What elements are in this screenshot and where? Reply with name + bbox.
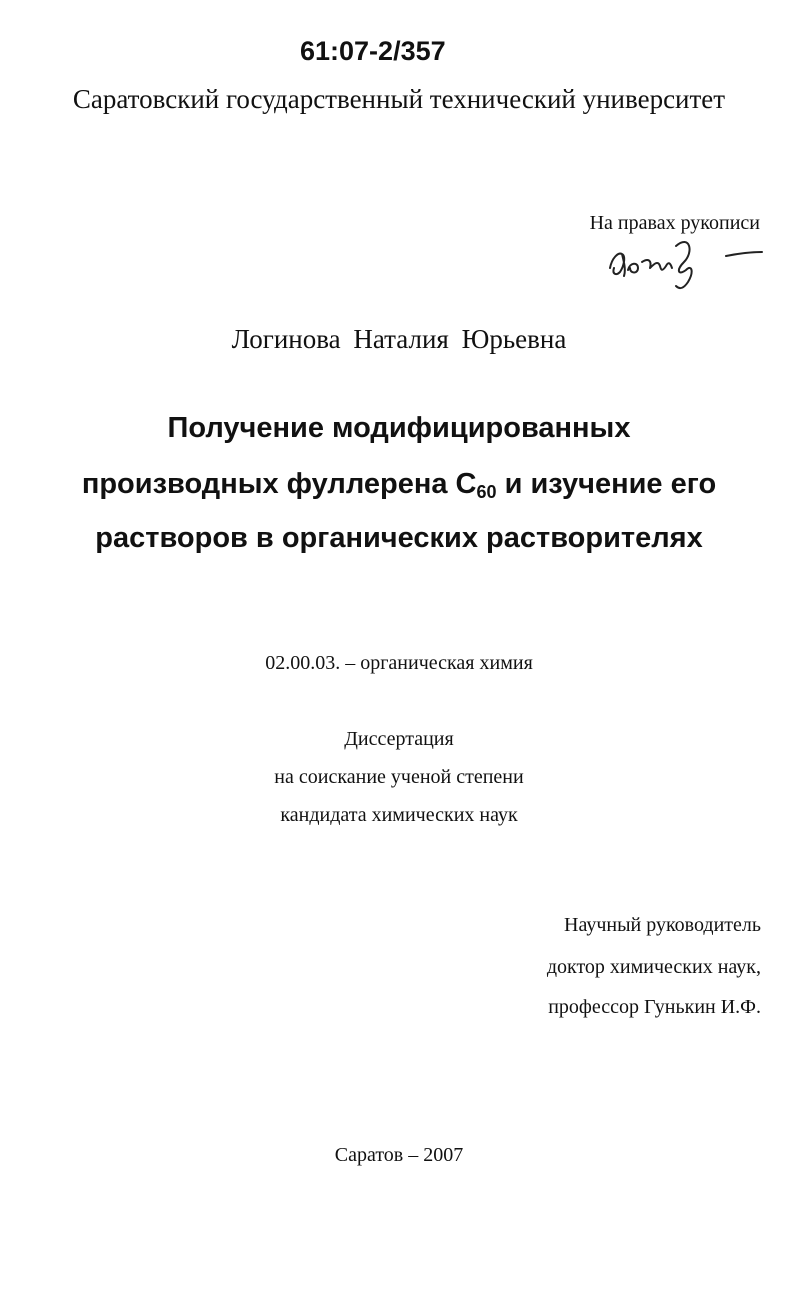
- supervisor-label: Научный руководитель: [564, 914, 761, 936]
- supervisor-name: профессор Гунькин И.Ф.: [548, 996, 761, 1018]
- title-line-2-start: производных фуллерена С: [81, 468, 477, 500]
- specialty-code: 02.00.03. – органическая химия: [265, 652, 533, 674]
- handwritten-signature: [604, 232, 769, 294]
- degree-purpose: на соискание ученой степени: [274, 766, 524, 788]
- dissertation-label: Диссертация: [344, 728, 454, 750]
- city-year: Саратов – 2007: [334, 1144, 464, 1166]
- thesis-title-line-2: [0, 468, 798, 501]
- manuscript-rights-label: На правах рукописи: [589, 212, 760, 234]
- author-name: Логинова Наталия Юрьевна: [231, 324, 567, 354]
- degree-name: кандидата химических наук: [280, 804, 518, 826]
- supervisor-degree: доктор химических наук,: [546, 956, 761, 978]
- title-subscript-60: 60: [476, 482, 497, 502]
- catalog-code: 61:07-2/357: [300, 36, 446, 66]
- university-name: Саратовский государственный технический университет: [72, 84, 726, 114]
- thesis-title-line-1: Получение модифицированных: [167, 412, 631, 444]
- thesis-title-line-3: растворов в органических растворителях: [95, 522, 703, 554]
- title-line-2-end: и изучение его: [496, 468, 717, 500]
